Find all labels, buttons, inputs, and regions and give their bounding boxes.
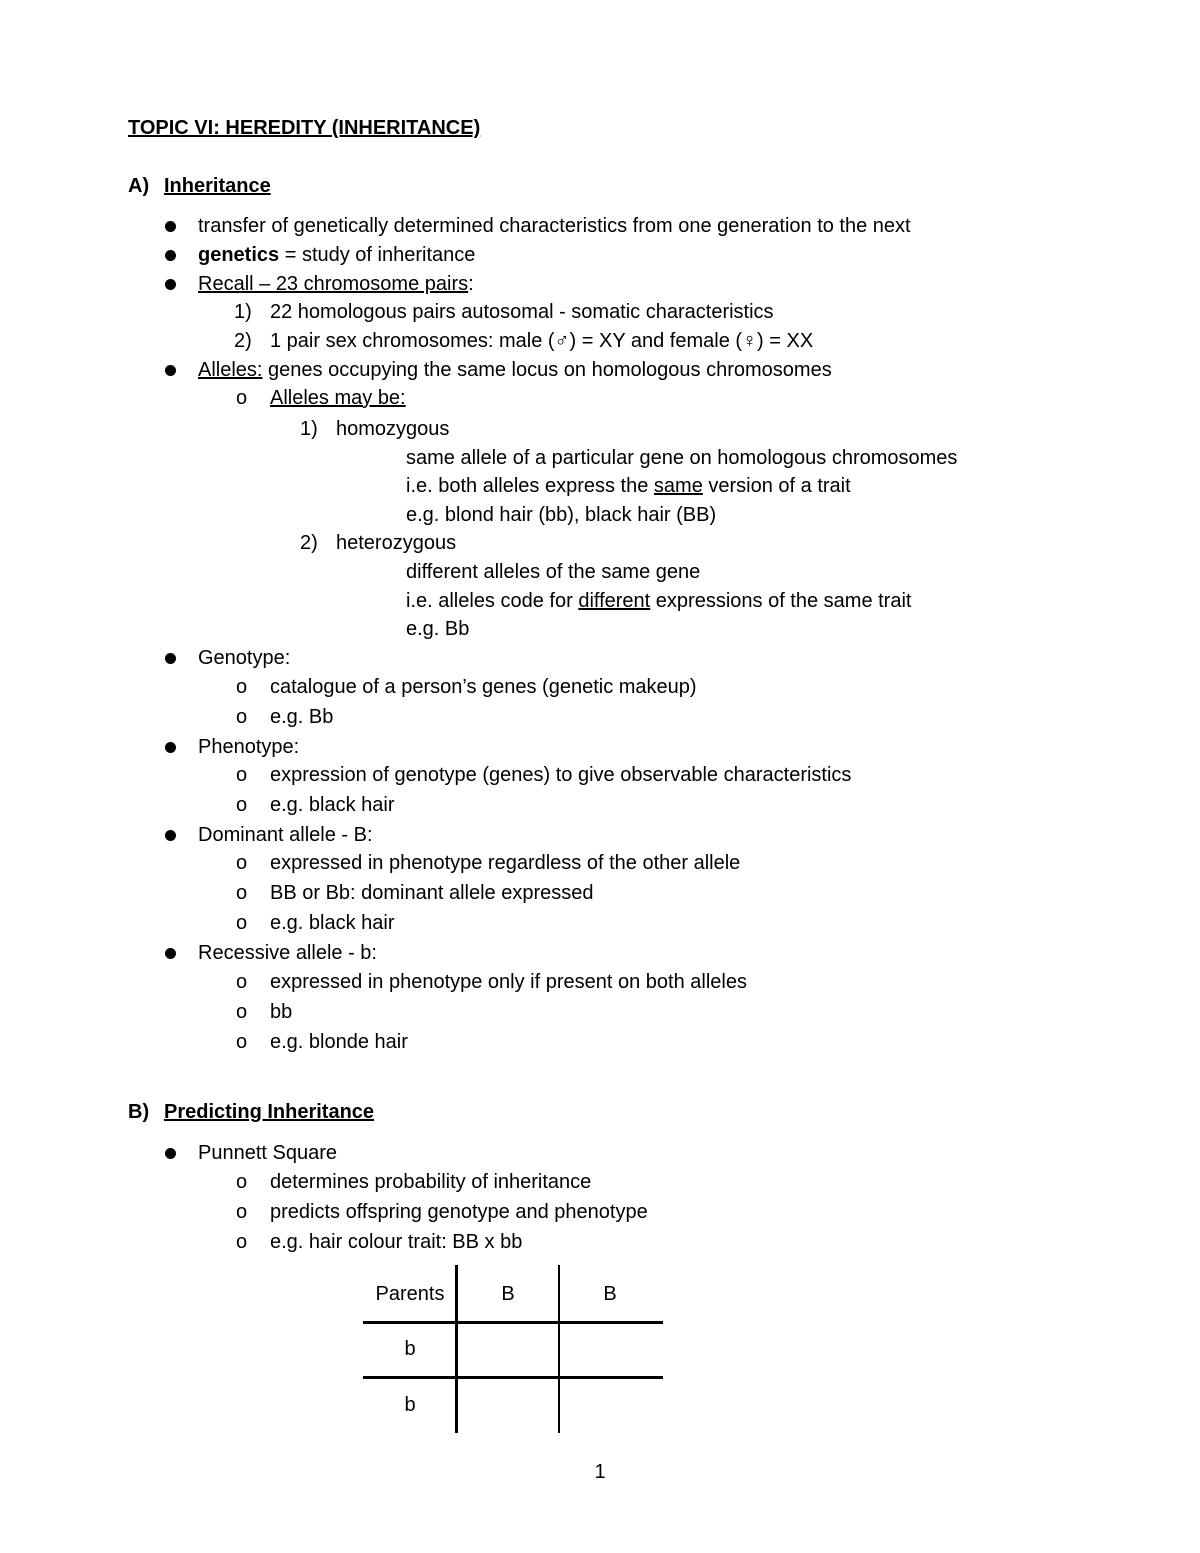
text-fragment: i.e. alleles code for [406,590,579,612]
numbered-marker: 1) [234,301,252,323]
phenotype-point-2: e.g. black hair [270,794,395,816]
bullet-alleles [198,358,832,382]
alleles-definition: genes occupying the same locus on homologous chromosomes [262,359,832,381]
dominant-heading: Dominant allele - B: [198,824,373,846]
genotype-point-2: e.g. Bb [270,706,334,728]
dominant-point-1: expressed in phenotype regardless of the other allele [270,852,741,874]
page-number: 1 [594,1461,606,1483]
dominant-point-2: BB or Bb: dominant allele expressed [270,882,594,904]
circle-marker: o [236,1171,248,1193]
table-corner-header: Parents [375,1283,445,1305]
punnett-square-heading: Punnett Square [198,1142,337,1164]
section-a-letter: A) [128,175,150,197]
numbered-marker: 2) [234,330,252,352]
same-emphasis: same [653,475,703,497]
alleles-may-be: Alleles may be: [270,387,406,409]
section-b-heading: Predicting Inheritance [164,1101,375,1123]
genetics-definition: = study of inheritance [279,244,476,266]
recessive-point-2: bb [270,1001,293,1023]
bullet-recall [198,272,474,296]
different-emphasis: different [578,590,651,612]
bullet-dot [165,250,176,261]
recessive-point-3: e.g. blonde hair [270,1031,408,1053]
bullet-dot [165,653,176,664]
heterozygous-label: heterozygous [336,532,457,554]
circle-marker: o [236,1201,248,1223]
numbered-marker: 2) [300,532,318,554]
circle-marker: o [236,706,248,728]
circle-marker: o [236,971,248,993]
circle-marker: o [236,676,248,698]
text-fragment: i.e. both alleles express the [406,475,654,497]
punnett-point-2: predicts offspring genotype and phenotype [270,1201,648,1223]
circle-marker: o [236,387,248,409]
dominant-point-3: e.g. black hair [270,912,395,934]
heterozygous-point-3: e.g. Bb [406,618,470,640]
bullet-dot [165,221,176,232]
circle-marker: o [236,852,248,874]
section-a-heading: Inheritance [164,175,271,197]
numbered-marker: 1) [300,418,318,440]
homozygous-point-2 [406,474,851,498]
table-divider-horizontal [363,1321,663,1324]
text-fragment: expressions of the same trait [650,590,912,612]
autosomal-pairs: 22 homologous pairs autosomal - somatic characteristics [270,301,774,323]
table-col-header: B [501,1283,515,1305]
recessive-heading: Recessive allele - b: [198,942,377,964]
homozygous-point-3: e.g. blond hair (bb), black hair (BB) [406,504,717,526]
table-row-header: b [404,1338,416,1360]
circle-marker: o [236,1231,248,1253]
genotype-point-1: catalogue of a person’s genes (genetic makeup) [270,676,697,698]
bullet-dot [165,365,176,376]
heterozygous-point-1: different alleles of the same gene [406,561,701,583]
punnett-square-table [363,1265,663,1433]
circle-marker: o [236,882,248,904]
bullet-dot [165,830,176,841]
text-fragment: version of a trait [702,475,851,497]
genetics-term: genetics [198,244,280,266]
circle-marker: o [236,764,248,786]
bullet-genetics [198,243,475,267]
circle-marker: o [236,1001,248,1023]
bullet-dot [165,948,176,959]
circle-marker: o [236,1031,248,1053]
recall-colon: : [468,273,474,295]
bullet-dot [165,1148,176,1159]
bullet-inheritance-definition: transfer of genetically determined characteristics from one generation to the next [198,215,911,237]
genotype-heading: Genotype: [198,647,291,669]
bullet-dot [165,279,176,290]
page-title: TOPIC VI: HEREDITY (INHERITANCE) [128,117,481,139]
bullet-dot [165,742,176,753]
recessive-point-1: expressed in phenotype only if present on both alleles [270,971,747,993]
table-divider-horizontal [363,1376,663,1379]
alleles-term: Alleles: [198,359,263,381]
phenotype-point-1: expression of genotype (genes) to give observable characteristics [270,764,852,786]
table-row-header: b [404,1394,416,1416]
circle-marker: o [236,794,248,816]
recall-text: Recall – 23 chromosome pairs [198,273,469,295]
sex-chromosomes: 1 pair sex chromosomes: male (♂) = XY and female (♀) = XX [270,330,814,352]
phenotype-heading: Phenotype: [198,736,300,758]
circle-marker: o [236,912,248,934]
homozygous-label: homozygous [336,418,450,440]
table-col-header: B [603,1283,617,1305]
punnett-point-1: determines probability of inheritance [270,1171,592,1193]
punnett-point-3: e.g. hair colour trait: BB x bb [270,1231,523,1253]
section-b-letter: B) [128,1101,150,1123]
heterozygous-point-2 [406,589,911,613]
homozygous-point-1: same allele of a particular gene on homologous chromosomes [406,447,958,469]
